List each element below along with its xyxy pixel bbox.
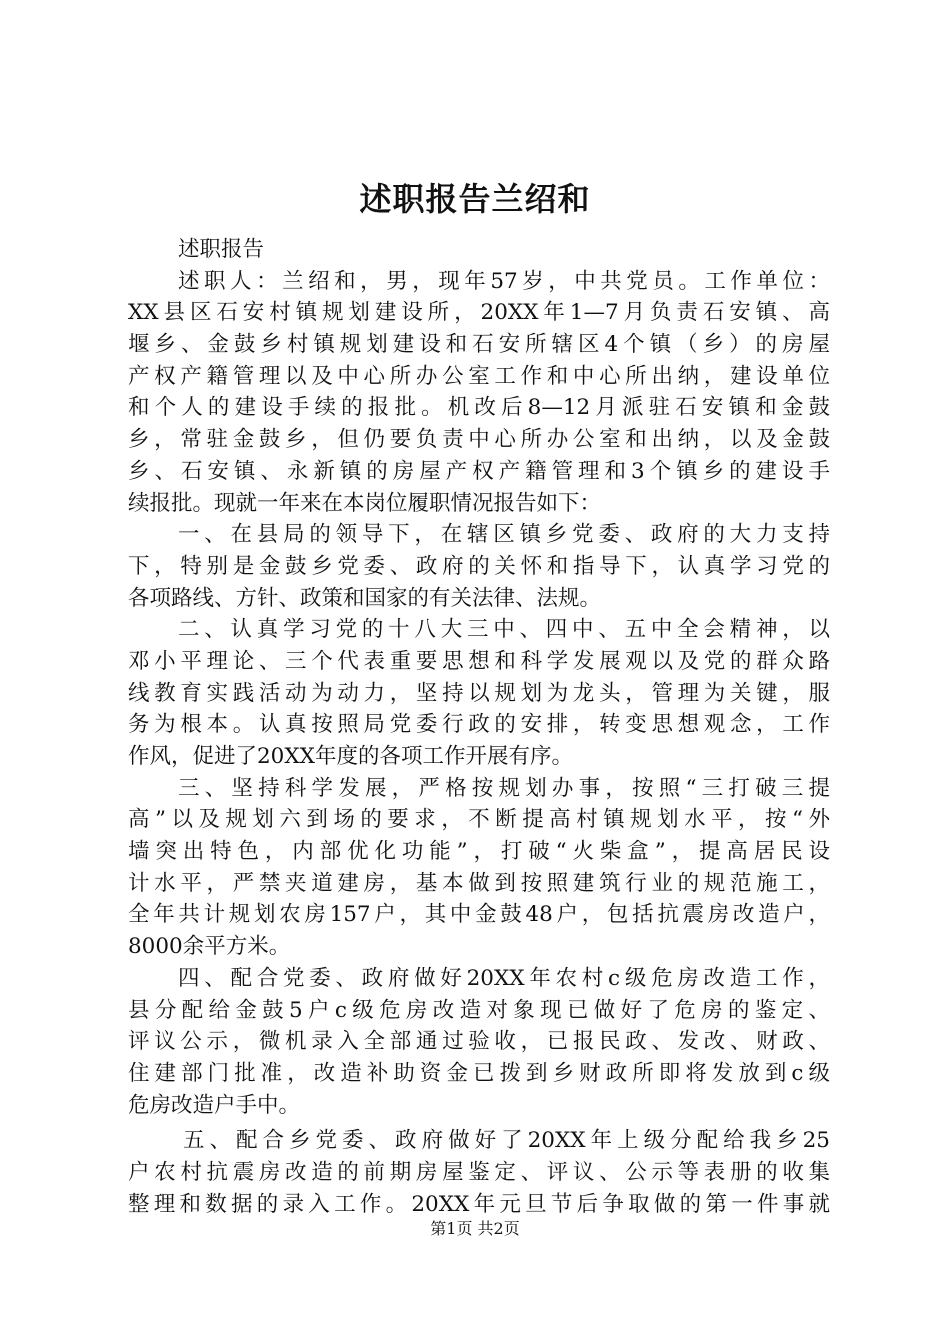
text-line: 线教育实践活动为动力，坚持以规划为龙头，管理为关键，服 — [128, 680, 830, 706]
text-line: 全年共计规划农房157户，其中金鼓48户，包括抗震房改造户， — [128, 902, 830, 928]
text-line: 和个人的建设手续的报批。机改后8—12月派驻石安镇和金鼓 — [128, 395, 830, 421]
text-line: 危房改造户手中。 — [128, 1092, 301, 1118]
text-line: 高”以及规划六到场的要求，不断提高村镇规划水平，按“外 — [128, 807, 830, 833]
text-line: 堰乡、金鼓乡村镇规划建设和石安所辖区4个镇（乡）的房屋 — [128, 332, 830, 358]
text-line: 述职报告 — [178, 237, 265, 262]
document-body — [128, 234, 830, 1220]
text-line: 乡、石安镇、永新镇的房屋产权产籍管理和3个镇乡的建设手 — [128, 458, 830, 484]
text-line: 整理和数据的录入工作。20XX年元旦节后争取做的第一件事就 — [128, 1191, 830, 1217]
text-line: 一、在县局的领导下，在辖区镇乡党委、政府的大力支持 — [178, 522, 830, 548]
text-line: 县分配给金鼓5户c级危房改造对象现已做好了危房的鉴定、 — [128, 997, 830, 1023]
text-line: 户农村抗震房改造的前期房屋鉴定、评议、公示等表册的收集 — [128, 1159, 830, 1185]
text-line: XX县区石安村镇规划建设所，20XX年1—7月负责石安镇、高 — [128, 300, 830, 326]
text-line: 下，特别是金鼓乡党委、政府的关怀和指导下，认真学习党的 — [128, 553, 830, 579]
text-line: 墙突出特色，内部优化功能”，打破“火柴盒”，提高居民设 — [128, 839, 830, 865]
text-line: 务为根本。认真按照局党委行政的安排，转变思想观念，工作 — [128, 712, 830, 738]
text-line: 8000余平方米。 — [128, 934, 291, 960]
text-line: 二、认真学习党的十八大三中、四中、五中全会精神，以 — [178, 617, 830, 643]
text-line: 邓小平理论、三个代表重要思想和科学发展观以及党的群众路 — [128, 648, 830, 674]
text-line: 乡，常驻金鼓乡，但仍要负责中心所办公室和出纳，以及金鼓 — [128, 427, 830, 453]
text-line: 作风，促进了20XX年度的各项工作开展有序。 — [128, 744, 573, 769]
text-line: 五、配合乡党委、政府做好了20XX年上级分配给我乡25 — [183, 1128, 830, 1154]
document-title: 述职报告兰绍和 — [359, 180, 591, 218]
text-line: 计水平，严禁夹道建房，基本做到按照建筑行业的规范施工， — [128, 870, 830, 896]
text-line: 住建部门批准，改造补助资金已拨到乡财政所即将发放到c级 — [128, 1060, 830, 1086]
text-line: 续报批。现就一年来在本岗位履职情况报告如下： — [128, 490, 602, 516]
page-footer: 第1页 共2页 — [430, 1219, 520, 1238]
text-line: 产权产籍管理以及中心所办公室工作和中心所出纳，建设单位 — [128, 363, 830, 389]
text-line: 述职人：兰绍和，男，现年57岁，中共党员。工作单位： — [178, 268, 830, 294]
text-line: 各项路线、方针、政策和国家的有关法律、法规。 — [128, 585, 602, 611]
text-line: 评议公示，微机录入全部通过验收，已报民政、发改、财政、 — [128, 1029, 830, 1055]
text-line: 四、配合党委、政府做好20XX年农村c级危房改造工作， — [178, 965, 830, 991]
text-line: 三、坚持科学发展，严格按规划办事，按照“三打破三提 — [178, 775, 830, 801]
